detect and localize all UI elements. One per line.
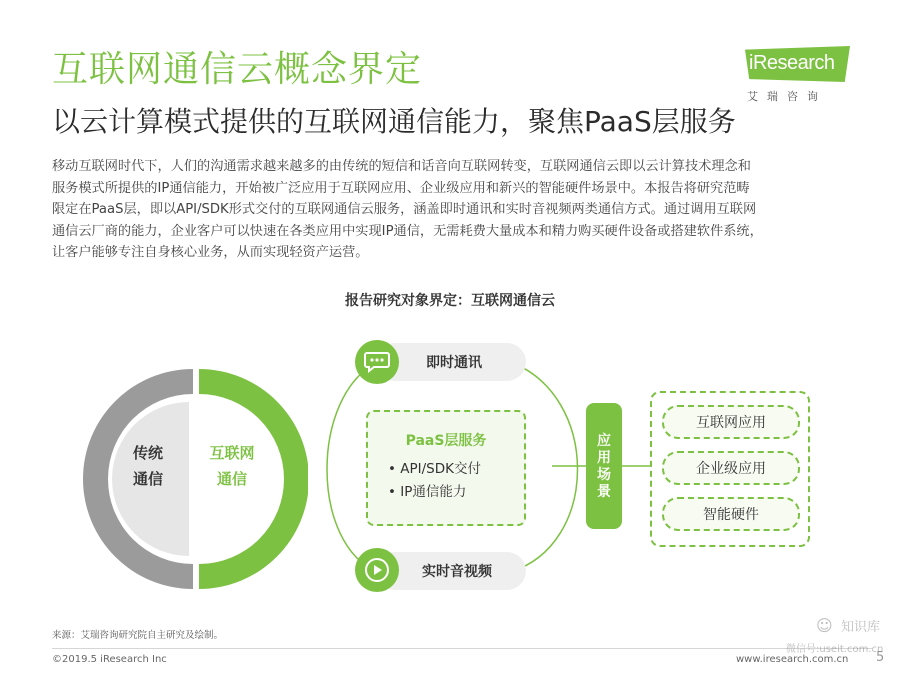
rtc-label: 实时音视频	[422, 564, 492, 580]
application-label	[586, 433, 622, 501]
watermark	[786, 616, 886, 658]
internet-line: 互联网	[209, 444, 255, 462]
application-char: 场	[597, 467, 611, 483]
internet-label	[200, 440, 264, 492]
scenario-enterprise-app: 企业级应用	[662, 451, 800, 485]
paragraph-line: 通信云厂商的能力，企业客户可以快速在各类应用中实现IP通信，无需耗费大量成本和精力购买硬件设备或搭建软件系统，	[52, 223, 763, 239]
internet-line: 通信	[216, 470, 247, 488]
scenario-internet-app: 互联网应用	[662, 405, 800, 439]
application-char: 用	[597, 450, 611, 466]
page-subtitle: 以云计算模式提供的互联网通信能力，聚焦PaaS层服务	[52, 105, 736, 138]
scenario-smart-hardware: 智能硬件	[662, 497, 800, 531]
paas-list	[388, 458, 524, 504]
paas-item: • IP通信能力	[388, 481, 524, 504]
footer-divider	[52, 648, 872, 649]
paragraph-line: 让客户能够专注自身核心业务，从而实现轻资产运营。	[52, 245, 369, 260]
scenario-box	[650, 391, 810, 547]
traditional-label	[118, 440, 178, 492]
source-note: 来源：艾瑞咨询研究院自主研究及绘制。	[52, 630, 224, 641]
application-char: 应	[597, 433, 611, 449]
traditional-line: 传统	[132, 444, 163, 462]
paragraph-line: 移动互联网时代下，人们的沟通需求越来越多的由传统的短信和话音向互联网转变，互联网通信云即以云计算技术理念和	[52, 159, 751, 174]
site-url: www.iresearch.com.cn	[736, 654, 849, 665]
paas-box	[366, 410, 526, 526]
paas-item: • API/SDK交付	[388, 458, 524, 481]
wechat-icon: ☺	[816, 616, 833, 635]
communication-donut	[78, 364, 308, 594]
application-char: 景	[597, 484, 611, 500]
page-title: 互联网通信云概念界定	[52, 49, 423, 90]
watermark-sub: 微信号:useit.com.cn	[786, 644, 884, 655]
paragraph-line: 限定在PaaS层，即以API/SDK形式交付的互联网通信云服务，涵盖即时通讯和实时音视频两类通信方式。通过调用互联网	[52, 202, 757, 217]
watermark-main: 知识库	[841, 620, 881, 635]
copyright: ©2019.5 iResearch Inc	[52, 654, 167, 665]
paas-title: PaaS层服务	[405, 433, 487, 449]
page-number: 5	[876, 650, 885, 665]
traditional-line: 通信	[132, 470, 163, 488]
paragraph-line: 服务模式所提供的IP通信能力，开始被广泛应用于互联网应用、企业级应用和新兴的智能硬件场景中。本报告将研究范畴	[52, 180, 750, 196]
play-icon	[355, 548, 399, 592]
logo-cn-text: 艾瑞咨询	[747, 90, 827, 103]
diagram-title: 报告研究对象界定：互联网通信云	[345, 293, 555, 309]
application-bar	[586, 403, 622, 529]
logo-brand: iResearch	[749, 52, 835, 74]
im-label: 即时通讯	[426, 355, 482, 371]
chat-icon	[355, 340, 399, 384]
